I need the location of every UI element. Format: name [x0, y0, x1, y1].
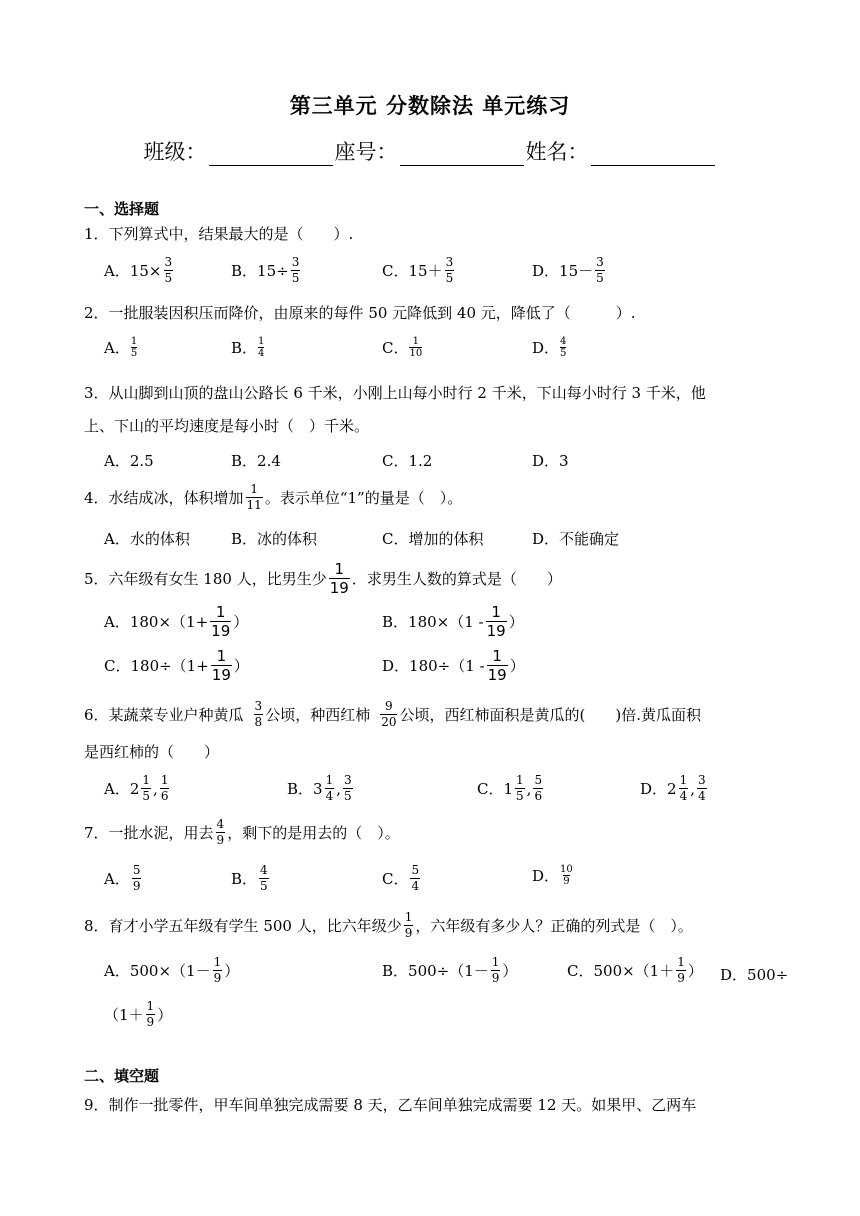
q6-option-a: A． 2 1 5 , 1 6 [104, 773, 169, 803]
q1-option-d: D．15－ 3 5 [532, 255, 604, 285]
question-8-text: 8．育才小学五年级有学生 500 人，比六年级少 1 9 ，六年级有多少人？正确的列式是（ ）。 [84, 910, 693, 940]
student-info-line [0, 136, 860, 166]
class-label: 班级： [143, 140, 207, 164]
q2-option-b: B． 1 4 [231, 336, 265, 359]
q3-option-d: D．3 [532, 452, 569, 470]
question-4-text: 4．水结成冰，体积增加 1 11 。表示单位“1”的量是（ ）。 [84, 482, 463, 512]
seat-blank [400, 143, 524, 166]
q4-option-a: A．水的体积 [104, 530, 190, 548]
q5-option-c: C．180÷（1+ $\frac{1}{19}$ ） [104, 647, 249, 684]
q8-option-d: D．500÷ [720, 966, 789, 984]
q6-option-d: D． 2 1 4 , 3 4 [640, 773, 706, 803]
name-label: 姓名： [525, 140, 589, 164]
question-9-text: 9．制作一批零件，甲车间单独完成需要 8 天，乙车间单独完成需要 12 天。如果甲、乙两车 [84, 1096, 697, 1114]
q8-option-c: C．500×（1＋ 1 9 ） [567, 955, 703, 985]
question-5-text: 5．六年级有女生 180 人，比男生少 1 19 ．求男生人数的算式是（ ） [84, 560, 562, 597]
q7-option-c: C． 5 4 [382, 863, 420, 893]
q7-option-d: D． 10 9 [532, 864, 573, 887]
q7-option-a: A． 5 9 [104, 863, 141, 893]
q5-option-a: A．180×（1+ $\frac{1}{19}$ ） [104, 603, 249, 640]
q7-option-b: B． 4 5 [231, 863, 268, 893]
name-blank [591, 143, 715, 166]
question-3-line-1: 3．从山脚到山顶的盘山公路长 6 千米，小刚上山每小时行 2 千米，下山每小时行 3 千米，他 [84, 384, 706, 402]
seat-label: 座号： [334, 140, 398, 164]
q2-option-d: D． 4 5 [532, 336, 567, 359]
q4-option-c: C．增加的体积 [382, 530, 484, 548]
section-heading-choice: 一、选择题 [84, 200, 160, 218]
q8-option-a: A．500×（1－ 1 9 ） [104, 955, 240, 985]
q8-option-d-continued: （1＋ 1 9 ） [104, 999, 173, 1029]
question-3-line-2: 上、下山的平均速度是每小时（ ）千米。 [84, 417, 370, 435]
q3-option-a: A．2.5 [104, 452, 154, 470]
q2-option-c: C． 1 10 [382, 336, 423, 359]
question-6-line-1: 6．某蔬菜专业户种黄瓜 3 8 公顷，种西红柿 9 20 公顷，西红柿面积是黄瓜的( )倍.黄瓜面积 [84, 699, 701, 729]
q3-option-b: B．2.4 [231, 452, 281, 470]
question-6-line-2: 是西红柿的（ ） [84, 743, 220, 761]
q5-option-d: D．180÷（1 - 1 19 ） [382, 647, 525, 684]
class-blank [209, 143, 333, 166]
q6-option-b: B． 3 1 4 , 3 5 [287, 773, 352, 803]
q4-option-d: D．不能确定 [532, 530, 620, 548]
q1-option-b: B．15÷ $\frac{3}{5}$ [231, 255, 300, 285]
q8-option-b: B．500÷（1－ 1 9 ） [382, 955, 518, 985]
q5-option-b: B．180×（1 - 1 19 ） [382, 603, 524, 640]
question-7-text: 7．一批水泥，用去 4 9 ，剩下的是用去的（ ）。 [84, 817, 400, 847]
q3-option-c: C．1.2 [382, 452, 433, 470]
question-2-text: 2．一批服装因积压而降价，由原来的每件 50 元降低到 40 元，降低了（ ）. [84, 304, 636, 322]
q6-option-c: C． 1 1 5 , 5 6 [477, 773, 543, 803]
question-1-text: 1．下列算式中，结果最大的是（ ）. [84, 225, 354, 243]
q1-option-a: A．15× $\frac{3}{5}$ [104, 255, 173, 285]
section-heading-fill-blank: 二、填空题 [84, 1067, 160, 1085]
q1-option-c: C．15＋ 3 5 [382, 255, 454, 285]
q4-option-b: B．冰的体积 [231, 530, 318, 548]
page-title: 第三单元 分数除法 单元练习 [289, 94, 571, 118]
q2-option-a: A． 1 5 [104, 336, 138, 359]
